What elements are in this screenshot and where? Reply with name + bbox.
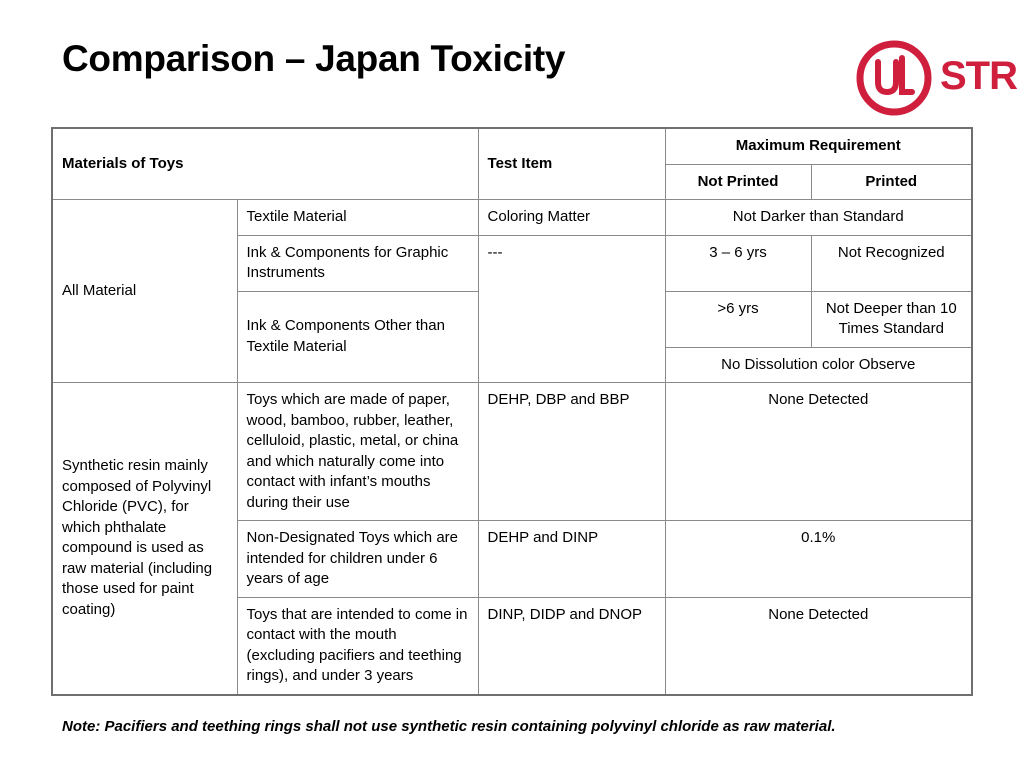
header-row-1: [52, 128, 972, 164]
footnote: Note: Pacifiers and teething rings shall not use synthetic resin containing polyvinyl chloride as raw material.: [62, 718, 836, 735]
table-row: [52, 200, 972, 236]
sub-material: Toys that are intended to come in contact with the mouth (excluding pacifiers and teething rings), and under 3 years: [237, 597, 478, 695]
toxicity-comparison-table: [51, 127, 973, 696]
logo-str-text: STR: [940, 54, 1017, 98]
page-title: Comparison – Japan Toxicity: [62, 38, 566, 79]
header-test-item: Test Item: [478, 128, 665, 200]
test-item: ---: [478, 235, 665, 383]
test-item: DEHP, DBP and BBP: [478, 383, 665, 521]
requirement-not-printed: 3 – 6 yrs: [665, 235, 811, 291]
sub-material: Non-Designated Toys which are intended for children under 6 years of age: [237, 521, 478, 598]
requirement: Not Darker than Standard: [665, 200, 972, 236]
sub-material: Ink & Components for Graphic Instruments: [237, 235, 478, 291]
requirement-not-printed: >6 yrs: [665, 291, 811, 347]
sub-material: Toys which are made of paper, wood, bamboo, rubber, leather, celluloid, plastic, metal, or china and which naturally come into contact with infant’s mouths during their use: [237, 383, 478, 521]
requirement-printed: Not Recognized: [811, 235, 972, 291]
ul-mark-icon: [854, 38, 936, 118]
group-label-pvc: Synthetic resin mainly composed of Polyvinyl Chloride (PVC), for which phthalate compound is used as raw material (including those used for paint coating): [52, 383, 237, 695]
sub-material: Textile Material: [237, 200, 478, 236]
requirement: 0.1%: [665, 521, 972, 598]
test-item: DEHP and DINP: [478, 521, 665, 598]
header-not-printed: Not Printed: [665, 164, 811, 200]
requirement: No Dissolution color Observe: [665, 347, 972, 383]
requirement: None Detected: [665, 383, 972, 521]
ul-str-logo: [854, 38, 1016, 118]
group-label-all-material: All Material: [52, 200, 237, 383]
header-max-requirement: Maximum Requirement: [665, 128, 972, 164]
sub-material: Ink & Components Other than Textile Material: [237, 291, 478, 383]
table-row: [52, 383, 972, 521]
header-materials: Materials of Toys: [52, 128, 478, 200]
requirement-printed: Not Deeper than 10 Times Standard: [811, 291, 972, 347]
test-item: DINP, DIDP and DNOP: [478, 597, 665, 695]
header-printed: Printed: [811, 164, 972, 200]
requirement: None Detected: [665, 597, 972, 695]
test-item: Coloring Matter: [478, 200, 665, 236]
